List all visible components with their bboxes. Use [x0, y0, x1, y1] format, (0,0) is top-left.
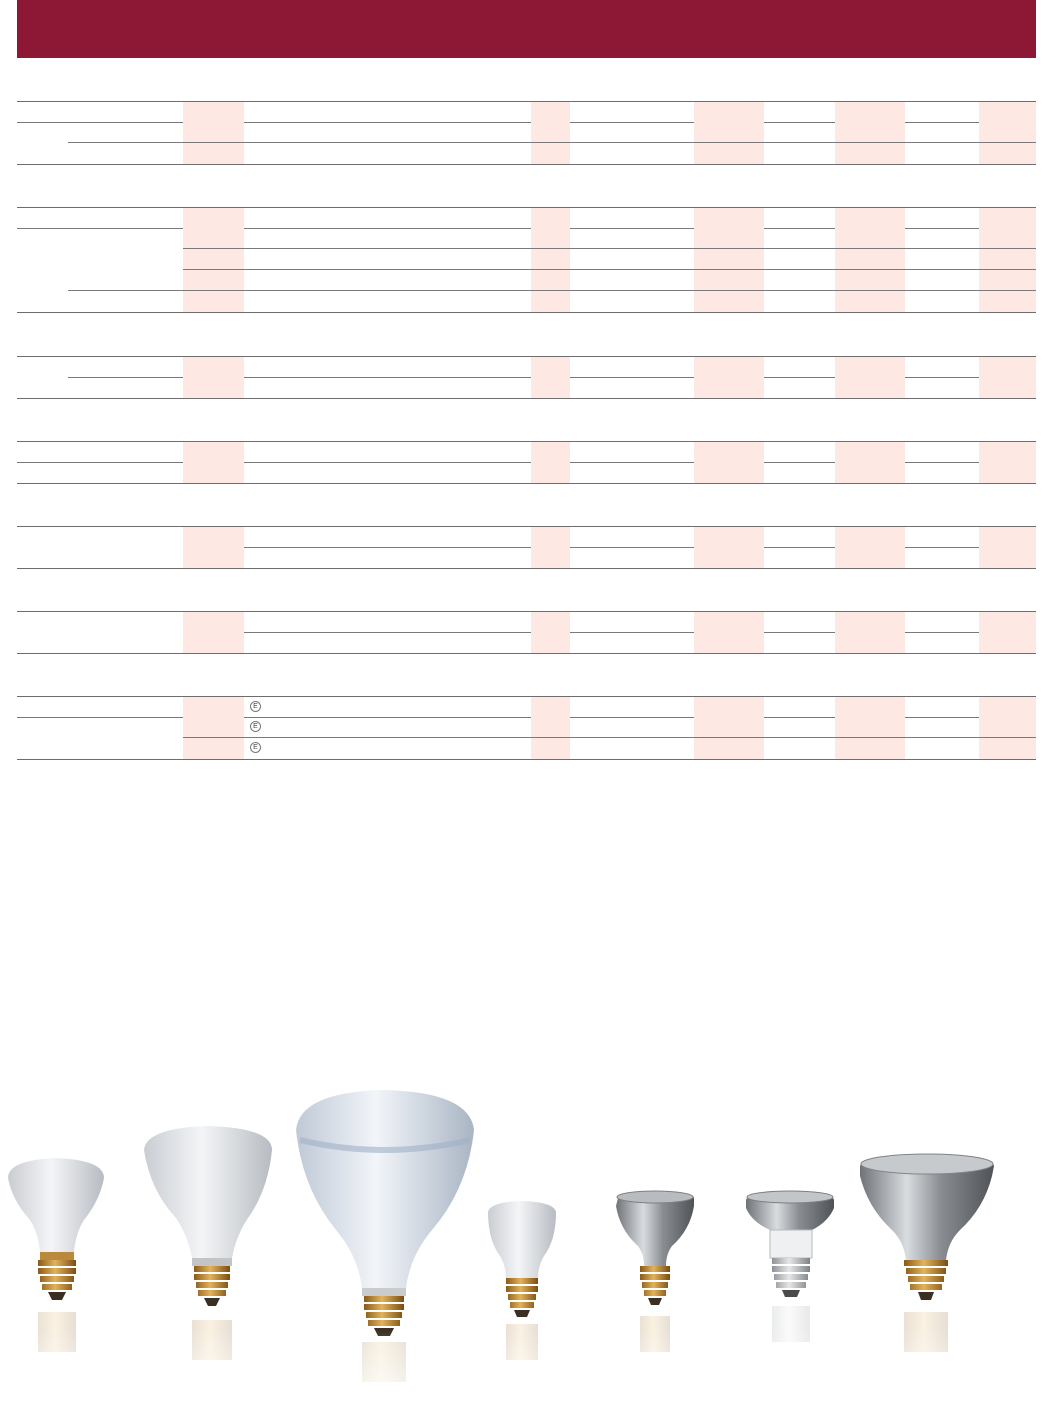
table-cell-tinted — [979, 697, 1036, 718]
table-row — [17, 207, 1036, 229]
table-cell-tinted — [694, 249, 764, 270]
table-row — [17, 738, 1036, 760]
table-cell-tinted — [183, 102, 244, 123]
table-row — [17, 249, 1036, 270]
bulb-reflector-small — [8, 1158, 104, 1300]
table-cell-tinted — [694, 377, 764, 398]
table-cell-tinted — [183, 442, 244, 463]
table-cell-tinted — [531, 270, 570, 291]
table-cell-tinted — [183, 612, 244, 633]
energy-code-icon: E — [250, 721, 261, 732]
table-cell-tinted — [183, 208, 244, 229]
table-cell-tinted — [835, 462, 905, 483]
table-cell-tinted — [979, 717, 1036, 738]
table-row — [17, 611, 1036, 633]
table-cell-tinted — [835, 228, 905, 249]
table-cell-tinted — [979, 738, 1036, 759]
table-cell-tinted — [183, 291, 244, 312]
table-cell-tinted — [531, 208, 570, 229]
table-cell-tinted — [694, 632, 764, 653]
table-cell-tinted — [183, 717, 244, 738]
table-cell-tinted — [183, 270, 244, 291]
table-row — [17, 228, 1036, 249]
table-cell-tinted — [835, 717, 905, 738]
table-cell-tinted — [531, 442, 570, 463]
table-cell-tinted — [531, 228, 570, 249]
table-row — [17, 291, 1036, 313]
table-cell-tinted — [979, 442, 1036, 463]
table-cell-tinted — [835, 377, 905, 398]
bulb-reflector-medium — [144, 1126, 272, 1306]
table-cell-tinted — [694, 143, 764, 164]
table-cell-tinted — [183, 462, 244, 483]
table-cell-tinted — [531, 122, 570, 143]
table-cell-tinted — [694, 357, 764, 378]
table-cell-tinted — [835, 357, 905, 378]
table-cell-tinted — [979, 462, 1036, 483]
table-row — [17, 441, 1036, 463]
bulb-par-30 — [860, 1154, 994, 1300]
table-cell-tinted — [979, 291, 1036, 312]
table-cell-tinted — [531, 249, 570, 270]
table-cell-tinted — [531, 738, 570, 759]
table-cell-tinted — [183, 377, 244, 398]
energy-code-icon: E — [250, 701, 261, 712]
table-cell-tinted — [531, 291, 570, 312]
table-cell-tinted — [694, 738, 764, 759]
energy-code-icon: E — [250, 742, 261, 753]
table-cell-tinted — [531, 143, 570, 164]
table-row — [17, 143, 1036, 165]
table-row — [17, 122, 1036, 143]
table-cell-tinted — [183, 122, 244, 143]
bulb-reflector-large — [296, 1090, 474, 1336]
table-row — [17, 270, 1036, 291]
table-cell-tinted — [835, 632, 905, 653]
table-row — [17, 101, 1036, 123]
table-row — [17, 696, 1036, 718]
table-cell-tinted — [183, 738, 244, 759]
table-cell-tinted — [183, 697, 244, 718]
table-cell-tinted — [835, 208, 905, 229]
table-cell-tinted — [531, 612, 570, 633]
table-cell-tinted — [531, 717, 570, 738]
bulb-lineup-photo — [0, 1080, 1060, 1420]
table-cell-tinted — [183, 143, 244, 164]
table-row — [17, 526, 1036, 548]
table-cell-tinted — [694, 442, 764, 463]
table-cell-tinted — [694, 547, 764, 568]
bulb-lineup-svg — [0, 1080, 1060, 1420]
table-row — [17, 717, 1036, 738]
table-cell-tinted — [694, 270, 764, 291]
table-cell-tinted — [835, 102, 905, 123]
table-cell-tinted — [694, 527, 764, 548]
table-cell-tinted — [835, 143, 905, 164]
table-cell-tinted — [979, 527, 1036, 548]
table-cell-tinted — [979, 228, 1036, 249]
table-cell-tinted — [531, 462, 570, 483]
header-banner — [17, 0, 1036, 58]
table-cell-tinted — [694, 102, 764, 123]
table-cell-tinted — [979, 357, 1036, 378]
table-cell-tinted — [183, 527, 244, 548]
table-cell-tinted — [835, 612, 905, 633]
table-cell-tinted — [979, 547, 1036, 568]
table-cell-tinted — [979, 122, 1036, 143]
table-cell-tinted — [694, 462, 764, 483]
table-cell-tinted — [183, 249, 244, 270]
table-row — [17, 632, 1036, 654]
table-cell-tinted — [835, 527, 905, 548]
table-cell-tinted — [183, 228, 244, 249]
table-cell-tinted — [694, 612, 764, 633]
table-cell-tinted — [183, 357, 244, 378]
table-cell-tinted — [979, 208, 1036, 229]
table-cell-tinted — [979, 377, 1036, 398]
table-cell-tinted — [183, 632, 244, 653]
table-cell-tinted — [835, 122, 905, 143]
table-cell-tinted — [694, 291, 764, 312]
table-cell-tinted — [694, 697, 764, 718]
table-row — [17, 377, 1036, 399]
table-cell-tinted — [835, 270, 905, 291]
table-cell-tinted — [531, 697, 570, 718]
table-cell-tinted — [835, 442, 905, 463]
table-cell-tinted — [694, 208, 764, 229]
table-cell-tinted — [694, 122, 764, 143]
table-cell-tinted — [531, 357, 570, 378]
table-cell-tinted — [835, 249, 905, 270]
table-cell-tinted — [835, 738, 905, 759]
table-cell-tinted — [979, 632, 1036, 653]
table-cell-tinted — [979, 612, 1036, 633]
table-cell-tinted — [979, 270, 1036, 291]
table-row — [17, 356, 1036, 378]
table-cell-tinted — [979, 249, 1036, 270]
bulb-par-20 — [616, 1191, 694, 1305]
bulb-reflector-mini — [488, 1201, 556, 1420]
bulb-reflections — [38, 1306, 948, 1382]
table-cell-tinted — [835, 697, 905, 718]
table-cell-tinted — [979, 143, 1036, 164]
table-cell-tinted — [531, 632, 570, 653]
table-cell-tinted — [694, 717, 764, 738]
table-cell-tinted — [979, 102, 1036, 123]
table-cell-tinted — [183, 547, 244, 568]
table-cell-tinted — [694, 228, 764, 249]
table-cell-tinted — [531, 102, 570, 123]
table-cell-tinted — [531, 377, 570, 398]
table-cell-tinted — [531, 527, 570, 548]
table-row — [17, 547, 1036, 569]
table-cell-tinted — [835, 291, 905, 312]
table-cell-tinted — [531, 547, 570, 568]
table-cell-tinted — [835, 547, 905, 568]
bulb-mr-16-medium-base — [746, 1191, 834, 1297]
table-row — [17, 462, 1036, 484]
